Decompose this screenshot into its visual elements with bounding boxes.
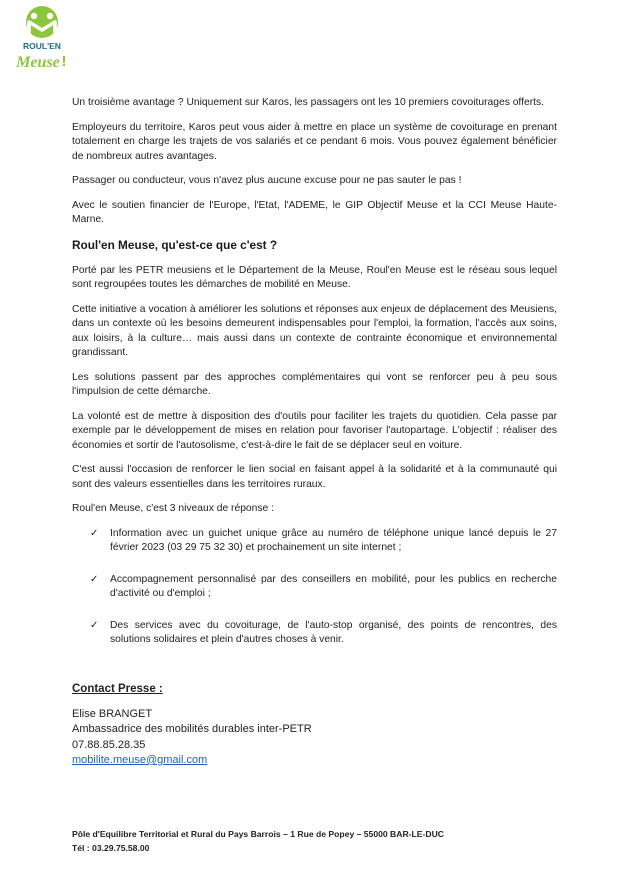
check-icon: ✓ bbox=[90, 619, 99, 631]
list-item-text: Des services avec du covoiturage, de l'auto-stop organisé, des points de rencontres, des solutions solidaires et plein d'autres choses à venir. bbox=[110, 619, 557, 645]
logo-line1: ROUL'EN bbox=[23, 41, 61, 51]
list-item bbox=[90, 573, 557, 602]
logo-exclam: ! bbox=[61, 53, 67, 70]
response-levels-list bbox=[90, 527, 557, 648]
contact-title: Contact Presse : bbox=[72, 682, 163, 695]
list-item-text: Accompagnement personnalisé par des conseillers en mobilité, pour les publics en recherche d'activité ou d'emploi ; bbox=[110, 573, 557, 599]
body-paragraph: Cette initiative a vocation à améliorer les solutions et réponses aux enjeux de déplacement des Meusiens, dans un contexte où les besoins demeurent indispensables pour l'emploi, la formation, l'accès aux soins, aux loisirs, à la culture… mais aussi dans un contexte de contrainte économique et environnemental grandissant. bbox=[72, 303, 557, 358]
section-title: Roul'en Meuse, qu'est-ce que c'est ? bbox=[72, 237, 278, 252]
contact-role: Ambassadrice des mobilités durables inter-PETR bbox=[72, 723, 312, 735]
logo-line2: Meuse bbox=[16, 54, 60, 71]
presentation-section bbox=[72, 264, 557, 517]
intro-paragraph: Un troisième avantage ? Uniquement sur Karos, les passagers ont les 10 premiers covoiturages offerts. bbox=[72, 97, 544, 108]
body-paragraph: Les solutions passent par des approches complémentaires qui vont se renforcer peu à peu sous l'impulsion de cette démarche. bbox=[72, 371, 557, 397]
document-body bbox=[72, 96, 557, 769]
body-paragraph: Porté par les PETR meusiens et le Département de la Meuse, Roul'en Meuse est le réseau sous lequel sont regroupées toutes les démarches de mobilité en Meuse. bbox=[72, 264, 557, 290]
roulen-meuse-logo bbox=[10, 4, 74, 74]
contact-name: Elise BRANGET bbox=[72, 707, 153, 720]
list-item-text: Information avec un guichet unique grâce au numéro de téléphone unique lancé depuis le 27 février 2023 (03 29 75 32 30) et prochainement un site internet ; bbox=[110, 527, 557, 553]
intro-paragraph: Passager ou conducteur, vous n'avez plus aucune excuse pour ne pas sauter le pas ! bbox=[72, 175, 462, 186]
press-contact bbox=[72, 683, 557, 769]
logo-graphic bbox=[10, 4, 74, 74]
body-paragraph: Roul'en Meuse, c'est 3 niveaux de réponse : bbox=[72, 503, 274, 514]
intro-section bbox=[72, 96, 557, 228]
list-item bbox=[90, 619, 557, 648]
footer-phone: Tél : 03.29.75.58.00 bbox=[72, 842, 150, 853]
check-icon: ✓ bbox=[90, 527, 99, 539]
contact-email-link[interactable]: mobilite.meuse@gmail.com bbox=[72, 754, 208, 766]
body-paragraph: C'est aussi l'occasion de renforcer le lien social en faisant appel à la solidarité et à la communauté qui sont des valeurs essentielles dans les territoires ruraux. bbox=[72, 464, 557, 490]
check-icon: ✓ bbox=[90, 573, 99, 585]
body-paragraph: La volonté est de mettre à disposition des d'outils pour faciliter les trajets du quotidien. Cela passe par exemple par le développement de mises en relation pour favoriser l'autopartage. L'objectif : réaliser des économies et sortir de l'autosolisme, c'est-à-dire le fait de se déplacer seul en voiture. bbox=[72, 410, 557, 451]
list-item bbox=[90, 527, 557, 556]
page-footer bbox=[72, 828, 444, 855]
contact-phone: 07.88.85.28.35 bbox=[72, 738, 146, 751]
footer-address: Pôle d'Equilibre Territorial et Rural du Pays Barrois – 1 Rue de Popey – 55000 BAR-LE-DUC bbox=[72, 829, 444, 839]
intro-paragraph: Employeurs du territoire, Karos peut vous aider à mettre en place un système de covoiturage en prenant totalement en charge les trajets de vos salariés et ce pendant 6 mois. Vous pouvez également bénéficier de nombreux autres avantages. bbox=[72, 121, 557, 162]
intro-paragraph: Avec le soutien financier de l'Europe, l'Etat, l'ADEME, le GIP Objectif Meuse et la CCI Meuse Haute-Marne. bbox=[72, 199, 557, 225]
